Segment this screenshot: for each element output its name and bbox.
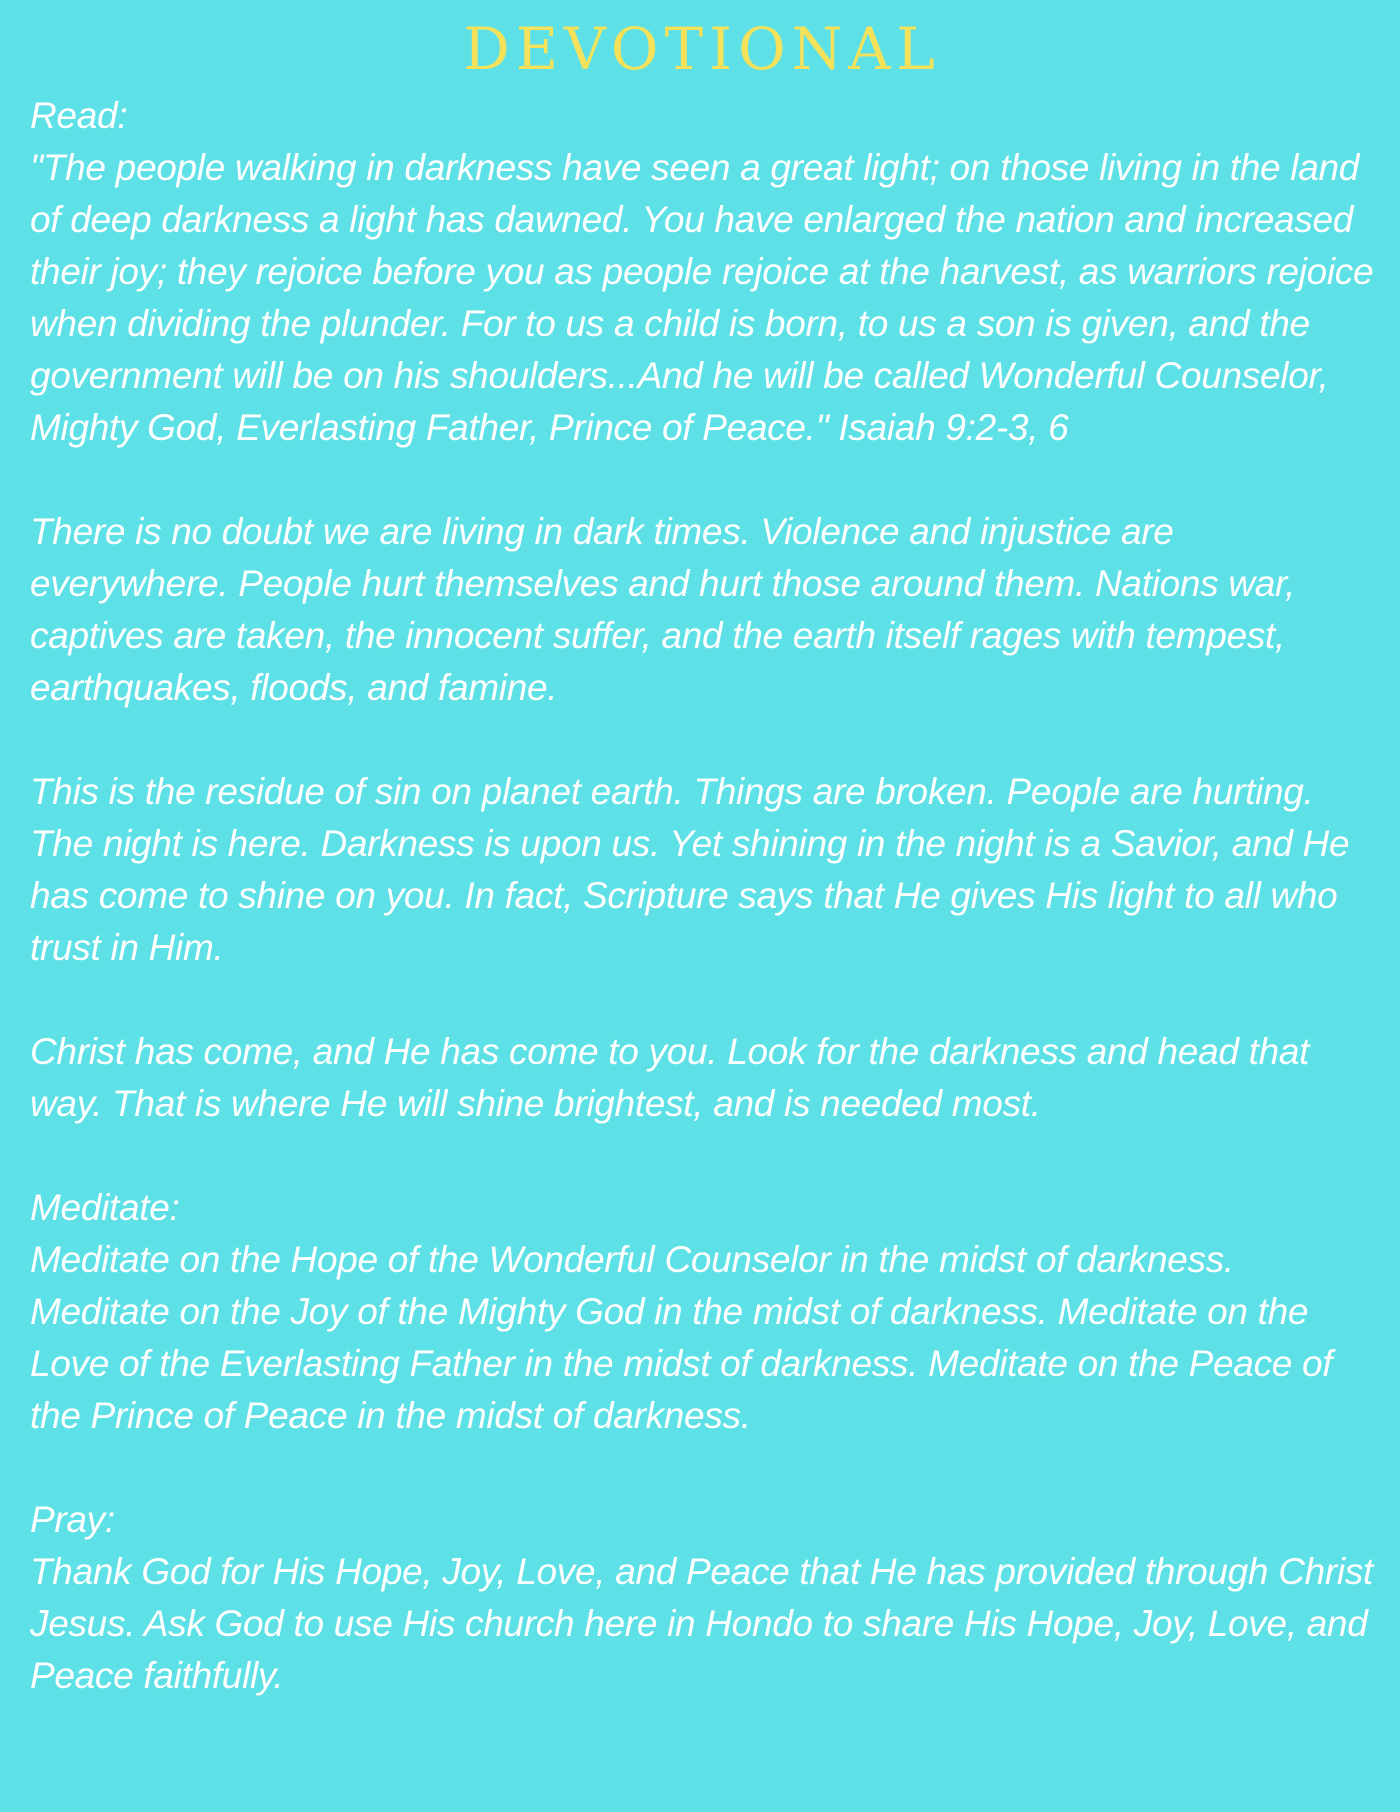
paragraph-text: Christ has come, and He has come to you. Look for the darkness and head that way. That is where He will shine brightest, and is needed most.: [30, 1031, 1310, 1124]
spacer: [30, 1130, 1374, 1182]
pray-label: Pray:: [30, 1499, 115, 1540]
paragraph-text: This is the residue of sin on planet earth. Things are broken. People are hurting. The night is here. Darkness is upon us. Yet shining in the night is a Savior, and He has come to shine on you. In fact, Scripture says that He gives His light to all who trust in Him.: [30, 771, 1350, 968]
reflection-paragraph-1: [30, 506, 1374, 714]
spacer: [30, 714, 1374, 766]
reflection-paragraph-3: [30, 1026, 1374, 1130]
meditate-text: Meditate on the Hope of the Wonderful Counselor in the midst of darkness. Meditate on the Joy of the Mighty God in the midst of darkness. Meditate on the Love of the Everlasting Father in the midst of darkness. Meditate on the Peace of the Prince of Peace in the midst of darkness.: [30, 1239, 1333, 1436]
meditate-section: [30, 1182, 1374, 1442]
read-section: [30, 90, 1374, 454]
read-label: Read:: [30, 95, 128, 136]
spacer: [30, 974, 1374, 1026]
page-title: DEVOTIONAL: [463, 15, 941, 83]
spacer: [30, 454, 1374, 506]
pray-section: [30, 1494, 1374, 1702]
pray-text: Thank God for His Hope, Joy, Love, and Peace that He has provided through Christ Jesus. Ask God to use His church here in Hondo to share His Hope, Joy, Love, and Peace faithfully.: [30, 1551, 1374, 1696]
reflection-paragraph-2: [30, 766, 1374, 974]
meditate-label: Meditate:: [30, 1187, 180, 1228]
spacer: [30, 1442, 1374, 1494]
scripture-passage: "The people walking in darkness have seen a great light; on those living in the land of deep darkness a light has dawned. You have enlarged the nation and increased their joy; they rejoice before you as people rejoice at the harvest, as warriors rejoice when dividing the plunder. For to us a child is born, to us a son is given, and the government will be on his shoulders...And he will be called Wonderful Counselor, Mighty God, Everlasting Father, Prince of Peace." Isaiah 9:2-3, 6: [30, 147, 1374, 448]
paragraph-text: There is no doubt we are living in dark times. Violence and injustice are everywhere. People hurt themselves and hurt those around them. Nations war, captives are taken, the innocent suffer, and the earth itself rages with tempest, earthquakes, floods, and famine.: [30, 511, 1295, 708]
